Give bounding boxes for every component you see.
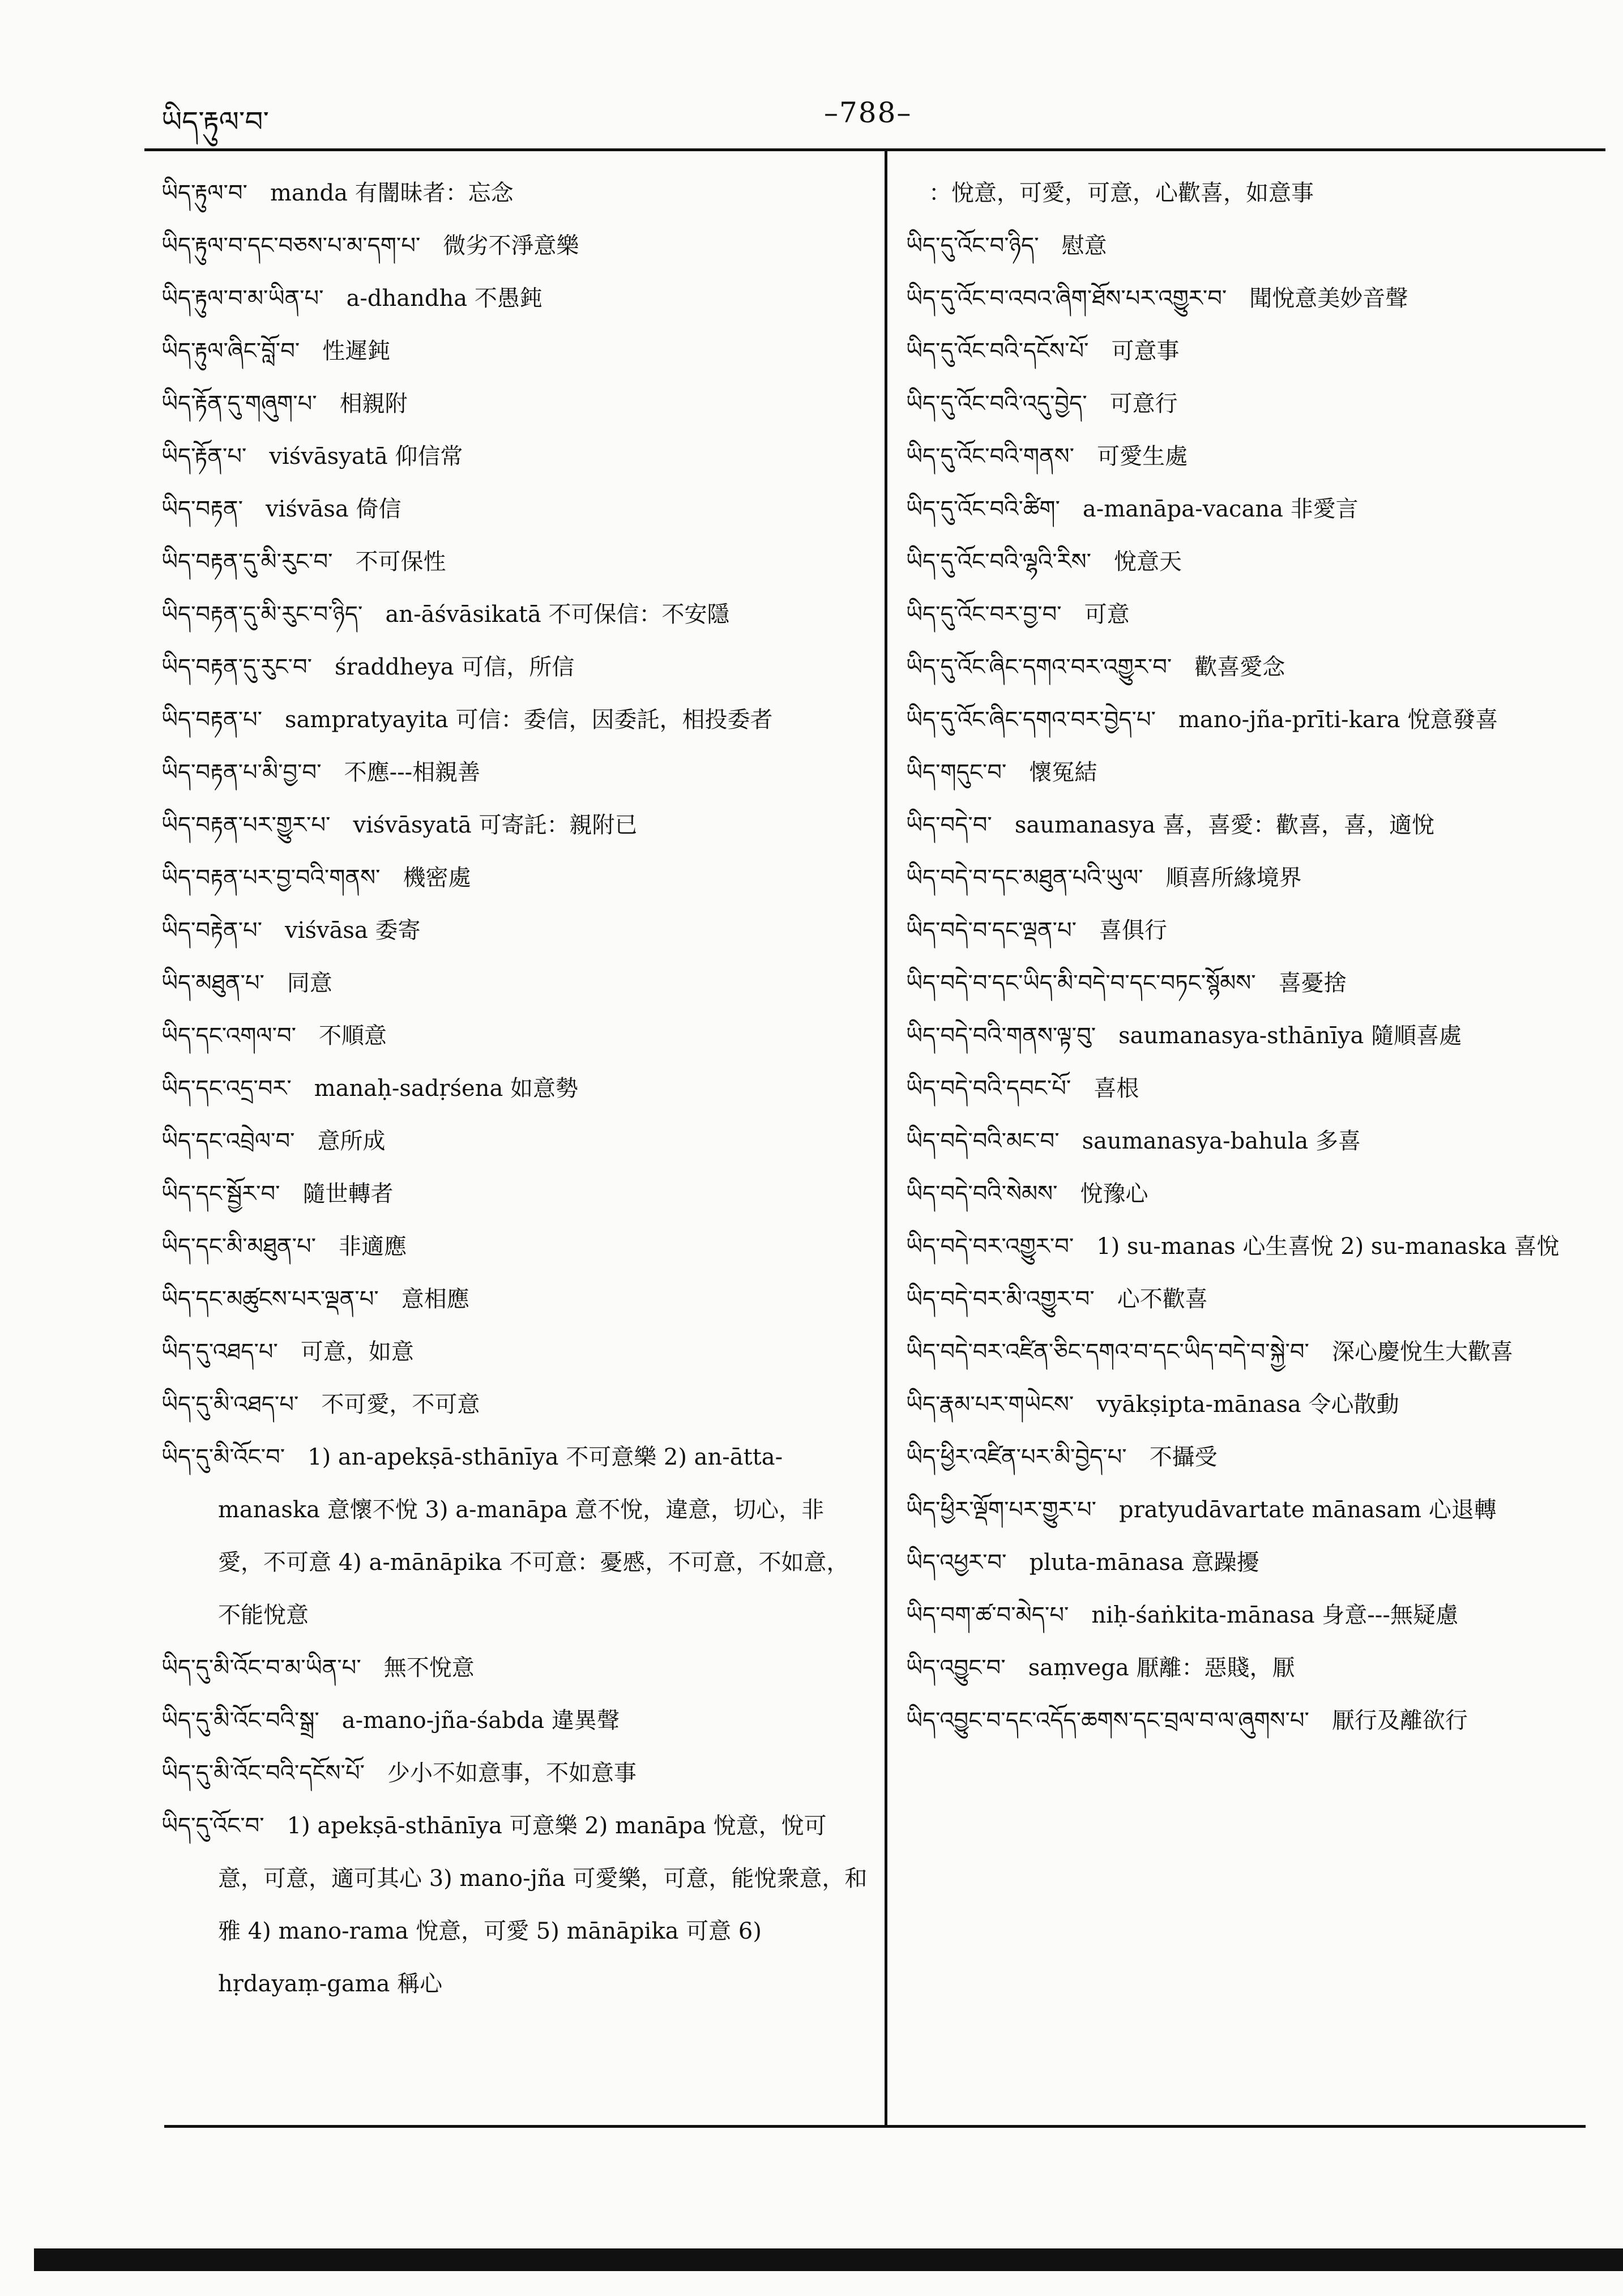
dictionary-entry xyxy=(161,1642,869,1695)
entry-headword: ཡིད་བདེ་བའི་དབང་པོ་ xyxy=(906,1076,1071,1102)
entry-headword: ཡིད་རྟུལ་བ་དང་བཅས་པ་མ་དག་པ་ xyxy=(161,233,421,259)
dictionary-entry xyxy=(906,957,1614,1010)
dictionary-entry xyxy=(161,272,869,325)
entry-gloss: śraddheya 可信，所信 xyxy=(335,654,575,680)
entry-gloss: a-mano-jña-śabda 違異聲 xyxy=(341,1708,620,1734)
entry-headword: ཡིད་དང་མཚུངས་པར་ལྡན་པ་ xyxy=(161,1286,379,1312)
dictionary-entry xyxy=(161,1431,869,1642)
entry-headword: ཡིད་བདེ་བར་འགྱུར་བ་ xyxy=(906,1234,1074,1260)
entry-headword: ཡིད་བརྟན་དུ་མི་རུང་བ་ཉིད་ xyxy=(161,601,363,628)
dictionary-entry xyxy=(161,167,869,220)
entry-headword: ཡིད་དུ་མི་འོང་བའི་དངོས་པོ་ xyxy=(161,1760,365,1786)
entry-gloss: vyākṣipta-mānasa 令心散動 xyxy=(1096,1392,1399,1418)
dictionary-entry xyxy=(161,1062,869,1115)
entry-gloss: 可意行 xyxy=(1109,391,1178,417)
entry-headword: ཡིད་དང་མི་མཐུན་པ་ xyxy=(161,1234,317,1260)
dictionary-entry xyxy=(906,1273,1614,1326)
entry-gloss: 不攝受 xyxy=(1149,1444,1218,1470)
dictionary-entry xyxy=(906,1642,1614,1695)
entry-gloss: 喜憂捨 xyxy=(1278,970,1347,996)
entry-headword: ཡིད་དུ་འོང་བར་བྱ་བ་ xyxy=(906,601,1062,628)
header-rule xyxy=(144,148,1605,151)
entry-headword: ཡིད་དུ་འོང་ཞིང་དགའ་བར་བྱེད་པ་ xyxy=(906,707,1156,733)
dictionary-entry xyxy=(906,1537,1614,1589)
entry-gloss: 喜根 xyxy=(1094,1076,1139,1102)
dictionary-entry xyxy=(161,1115,869,1168)
left-column xyxy=(161,167,869,2011)
entry-headword: ཡིད་བརྟེན་པ་ xyxy=(161,917,263,944)
entry-headword: ཡིད་དུ་འཐད་པ་ xyxy=(161,1339,278,1365)
entry-headword: ཡིད་རྟོན་པ་ xyxy=(161,443,247,470)
dictionary-entry xyxy=(906,1589,1614,1642)
entry-headword: ཡིད་རྟུལ་ཞིང་བློ་བ་ xyxy=(161,338,300,364)
dictionary-entry xyxy=(161,325,869,378)
dictionary-entry xyxy=(906,799,1614,852)
footer-rule xyxy=(164,2125,1586,2128)
dictionary-entry xyxy=(161,1326,869,1379)
entry-gloss: 隨世轉者 xyxy=(302,1181,394,1207)
entry-gloss: 1) an-apekṣā-sthānīya 不可意樂 2) an-ātta-manaska 意懷不悅 3) a-manāpa 意不悅，違意，切心，非愛，不可意 4) a-mānāpika 不可意：憂慼，不可意，不如意，不能悅意 xyxy=(218,1444,849,1628)
entry-headword: ཡིད་འབྱུང་བ་ xyxy=(906,1655,1006,1681)
entry-gloss: 不應---相親善 xyxy=(344,759,481,786)
dictionary-entry xyxy=(906,641,1614,694)
entry-gloss: 性遲鈍 xyxy=(322,338,391,364)
entry-gloss: an-āśvāsikatā 不可保信：不安隱 xyxy=(385,601,730,628)
dictionary-entry xyxy=(161,1168,869,1220)
entry-headword: ཡིད་འབྱུང་བ་དང་འདོད་ཆགས་དང་བྲལ་བ་ལ་ཞུགས་པ་ xyxy=(906,1708,1309,1734)
dictionary-entry xyxy=(906,694,1614,746)
dictionary-entry xyxy=(161,1800,869,2011)
entry-gloss: viśvāsa 倚信 xyxy=(266,496,402,522)
dictionary-entry xyxy=(906,272,1614,325)
entry-gloss: manda 有闇昧者：忘念 xyxy=(270,180,514,206)
entry-headword: ཡིད་དུ་འོང་བའི་གནས་ xyxy=(906,443,1075,470)
dictionary-entry xyxy=(906,1220,1614,1273)
entry-gloss: 喜俱行 xyxy=(1099,917,1167,944)
page-header xyxy=(161,91,1605,153)
dictionary-entry xyxy=(906,1484,1614,1537)
dictionary-entry xyxy=(161,641,869,694)
entry-gloss: 厭行及離欲行 xyxy=(1331,1708,1468,1734)
entry-headword: ཡིད་དུ་འོང་བའི་འདུ་བྱེད་ xyxy=(906,391,1087,417)
entry-gloss: 不可保性 xyxy=(355,549,446,575)
dictionary-entry xyxy=(161,1747,869,1800)
entry-gloss: 歡喜愛念 xyxy=(1194,654,1285,680)
dictionary-entry xyxy=(906,852,1614,904)
entry-gloss: 心不歡喜 xyxy=(1117,1286,1208,1312)
entry-gloss: saumanasya 喜，喜愛：歡喜，喜，適悅 xyxy=(1014,812,1435,838)
entry-headword: ཡིད་དང་འགལ་བ་ xyxy=(161,1023,297,1049)
entry-gloss: 非適應 xyxy=(339,1234,407,1260)
entry-gloss: 相親附 xyxy=(339,391,408,417)
entry-headword: ཡིད་བདེ་བའི་སེམས་ xyxy=(906,1181,1058,1207)
dictionary-entry xyxy=(161,1379,869,1431)
dictionary-entry xyxy=(161,694,869,746)
scan-edge-bar xyxy=(34,2248,1623,2271)
dictionary-entry xyxy=(906,746,1614,799)
dictionary-entry xyxy=(161,957,869,1010)
entry-headword: ཡིད་རྟུལ་བ་ xyxy=(161,180,247,206)
entry-headword: ཡིད་བརྟན་དུ་རུང་བ་ xyxy=(161,654,312,680)
page-number: –788– xyxy=(824,96,912,129)
dictionary-entry xyxy=(161,430,869,483)
entry-gloss: 可愛生處 xyxy=(1097,443,1188,470)
entry-headword: ཡིད་གདུང་བ་ xyxy=(906,759,1007,786)
entry-gloss: 聞悅意美妙音聲 xyxy=(1249,285,1408,311)
entry-headword: ཡིད་དུ་འོང་བའི་དངོས་པོ་ xyxy=(906,338,1089,364)
dictionary-entry xyxy=(161,588,869,641)
dictionary-entry xyxy=(906,904,1614,957)
dictionary-entry xyxy=(161,1273,869,1326)
dictionary-entry xyxy=(161,746,869,799)
entry-gloss: viśvāsyatā 仰信常 xyxy=(269,443,463,470)
entry-headword: ཡིད་དུ་འོང་བའི་ལྷའི་རིས་ xyxy=(906,549,1091,575)
entry-headword: ཡིད་བདེ་བའི་མང་བ་ xyxy=(906,1128,1060,1154)
entry-headword: ཡིད་བདེ་བ་དང་ལྡན་པ་ xyxy=(906,917,1077,944)
entry-headword: ཡིད་དུ་མི་འོང་བའི་སྒྲ་ xyxy=(161,1708,319,1734)
entry-gloss: sampratyayita 可信：委信，因委託，相投委者 xyxy=(285,707,773,733)
entry-gloss: 慰意 xyxy=(1061,233,1107,259)
dictionary-entry xyxy=(906,1115,1614,1168)
right-column xyxy=(906,167,1614,1747)
entry-gloss: ：悅意，可愛，可意，心歡喜，如意事 xyxy=(929,180,1314,206)
entry-headword: ཡིད་བག་ཚ་བ་མེད་པ་ xyxy=(906,1602,1069,1628)
dictionary-entry xyxy=(906,220,1614,272)
entry-gloss: 機密處 xyxy=(403,865,471,891)
entry-headword: ཡིད་འཕྱར་བ་ xyxy=(906,1550,1007,1576)
dictionary-entry xyxy=(906,1010,1614,1062)
dictionary-entry xyxy=(906,1431,1614,1484)
entry-headword: ཡིད་དུ་འོང་ཞིང་དགའ་བར་འགྱུར་བ་ xyxy=(906,654,1172,680)
entry-headword: ཡིད་དུ་འོང་བའི་ཚིག་ xyxy=(906,496,1060,522)
entry-headword: ཡིད་བརྟན་ xyxy=(161,496,243,522)
entry-gloss: 不順意 xyxy=(319,1023,387,1049)
entry-gloss: 深心慶悅生大歡喜 xyxy=(1331,1339,1513,1365)
dictionary-entry xyxy=(161,904,869,957)
entry-headword: ཡིད་དུ་མི་འོང་བ་མ་ཡིན་པ་ xyxy=(161,1655,361,1681)
running-head: ཡིད་རྟུལ་བ་ xyxy=(161,105,269,138)
dictionary-entry xyxy=(906,1379,1614,1431)
dictionary-entry xyxy=(161,1010,869,1062)
entry-headword: ཡིད་བརྟན་པར་གྱུར་པ་ xyxy=(161,812,331,838)
entry-gloss: viśvāsa 委寄 xyxy=(285,917,421,944)
dictionary-entry xyxy=(906,325,1614,378)
entry-gloss: niḥ-śaṅkita-mānasa 身意---無疑慮 xyxy=(1091,1602,1458,1628)
entry-headword: ཡིད་དུ་འོང་བ་འབའ་ཞིག་ཐོས་པར་འགྱུར་བ་ xyxy=(906,285,1227,311)
dictionary-entry xyxy=(161,220,869,272)
dictionary-entry xyxy=(161,852,869,904)
entry-gloss: saumanasya-sthānīya 隨順喜處 xyxy=(1118,1023,1462,1049)
entry-headword: ཡིད་དུ་འོང་བ་ཉིད་ xyxy=(906,233,1039,259)
entry-gloss: 可意 xyxy=(1084,601,1130,628)
entry-gloss: 少小不如意事，不如意事 xyxy=(387,1760,637,1786)
entry-gloss: 悅意天 xyxy=(1114,549,1182,575)
entry-headword: ཡིད་མཐུན་པ་ xyxy=(161,970,264,996)
entry-gloss: a-manāpa-vacana 非愛言 xyxy=(1082,496,1359,522)
dictionary-entry xyxy=(161,378,869,430)
entry-headword: ཡིད་དང་སྦྱོར་བ་ xyxy=(161,1181,280,1207)
entry-gloss: manaḥ-sadṛśena 如意勢 xyxy=(314,1076,579,1102)
entry-headword: ཡིད་ཕྱིར་འཛིན་པར་མི་བྱེད་པ་ xyxy=(906,1444,1127,1470)
entry-headword: ཡིད་རྟུལ་བ་མ་ཡིན་པ་ xyxy=(161,285,324,311)
dictionary-entry xyxy=(161,1220,869,1273)
entry-headword: ཡིད་བརྟན་པར་བྱ་བའི་གནས་ xyxy=(161,865,381,891)
entry-headword: ཡིད་དང་འབྲེལ་བ་ xyxy=(161,1128,295,1154)
entry-gloss: 不可愛，不可意 xyxy=(321,1392,480,1418)
entry-headword: ཡིད་དང་འདྲ་བར་ xyxy=(161,1076,292,1102)
entry-gloss: 無不悅意 xyxy=(383,1655,475,1681)
dictionary-entry xyxy=(161,483,869,536)
entry-headword: ཡིད་དུ་མི་འཐད་པ་ xyxy=(161,1392,299,1418)
entry-gloss: 可意事 xyxy=(1111,338,1180,364)
entry-gloss: mano-jña-prīti-kara 悅意發喜 xyxy=(1178,707,1498,733)
entry-gloss: 懷冤結 xyxy=(1029,759,1097,786)
entry-headword: ཡིད་བདེ་བར་མི་འགྱུར་བ་ xyxy=(906,1286,1095,1312)
dictionary-entry xyxy=(161,799,869,852)
entry-headword: ཡིད་བརྟན་པ་ xyxy=(161,707,263,733)
entry-gloss: 微劣不淨意樂 xyxy=(443,233,579,259)
entry-gloss: 意所成 xyxy=(317,1128,386,1154)
dictionary-entry xyxy=(906,430,1614,483)
dictionary-entry xyxy=(906,536,1614,588)
dictionary-entry xyxy=(906,1695,1614,1747)
entry-headword: ཡིད་བདེ་བའི་གནས་ལྟ་བུ་ xyxy=(906,1023,1096,1049)
column-divider xyxy=(885,148,887,2125)
entry-gloss: saumanasya-bahula 多喜 xyxy=(1082,1128,1361,1154)
dictionary-entry xyxy=(161,536,869,588)
entry-gloss: 順喜所緣境界 xyxy=(1165,865,1302,891)
entry-headword: ཡིད་བདེ་བ་ xyxy=(906,812,992,838)
dictionary-entry xyxy=(906,483,1614,536)
entry-headword: ཡིད་བདེ་བར་འཛིན་ཅིང་དགའ་བ་དང་ཡིད་བདེ་བ་སྐྱེ་བ་ xyxy=(906,1339,1309,1365)
entry-headword: ཡིད་ཕྱིར་ལྡོག་པར་གྱུར་པ་ xyxy=(906,1497,1096,1523)
entry-gloss: 可意，如意 xyxy=(300,1339,414,1365)
entry-gloss: pratyudāvartate mānasam 心退轉 xyxy=(1119,1497,1497,1523)
dictionary-entry xyxy=(906,167,1614,220)
entry-headword: ཡིད་དུ་མི་འོང་བ་ xyxy=(161,1444,285,1470)
entry-gloss: a-dhandha 不愚鈍 xyxy=(346,285,543,311)
entry-headword: ཡིད་རྟོན་དུ་གཞུག་པ་ xyxy=(161,391,317,417)
dictionary-entry xyxy=(906,588,1614,641)
entry-gloss: 1) su-manas 心生喜悅 2) su-manaska 喜悅 xyxy=(1096,1234,1560,1260)
entry-gloss: 同意 xyxy=(287,970,332,996)
dictionary-entry xyxy=(906,1062,1614,1115)
entry-headword: ཡིད་བརྟན་དུ་མི་རུང་བ་ xyxy=(161,549,333,575)
entry-gloss: saṃvega 厭離：惡賤，厭 xyxy=(1028,1655,1295,1681)
entry-headword: ཡིད་རྣམ་པར་གཡེངས་ xyxy=(906,1392,1074,1418)
entry-gloss: 1) apekṣā-sthānīya 可意樂 2) manāpa 悅意，悅可意，可意，適可其心 3) mano-jña 可愛樂，可意，能悅衆意，和雅 4) mano-rama 悅意，可愛 5) mānāpika 可意 6) hṛdayaṃ-gama 稱心 xyxy=(218,1813,868,1997)
entry-headword: ཡིད་བདེ་བ་དང་ཡིད་མི་བདེ་བ་དང་བཏང་སྙོམས་ xyxy=(906,970,1256,996)
entry-headword: ཡིད་བརྟན་པ་མི་བྱ་བ་ xyxy=(161,759,322,786)
dictionary-entry xyxy=(906,1168,1614,1220)
dictionary-entry xyxy=(161,1695,869,1747)
dictionary-entry xyxy=(906,1326,1614,1379)
entry-gloss: viśvāsyatā 可寄託：親附已 xyxy=(353,812,638,838)
entry-gloss: pluta-mānasa 意躁擾 xyxy=(1029,1550,1259,1576)
entry-headword: ཡིད་བདེ་བ་དང་མཐུན་པའི་ཡུལ་ xyxy=(906,865,1143,891)
entry-gloss: 意相應 xyxy=(401,1286,469,1312)
entry-gloss: 悅豫心 xyxy=(1080,1181,1148,1207)
dictionary-entry xyxy=(906,378,1614,430)
entry-headword: ཡིད་དུ་འོང་བ་ xyxy=(161,1813,264,1839)
